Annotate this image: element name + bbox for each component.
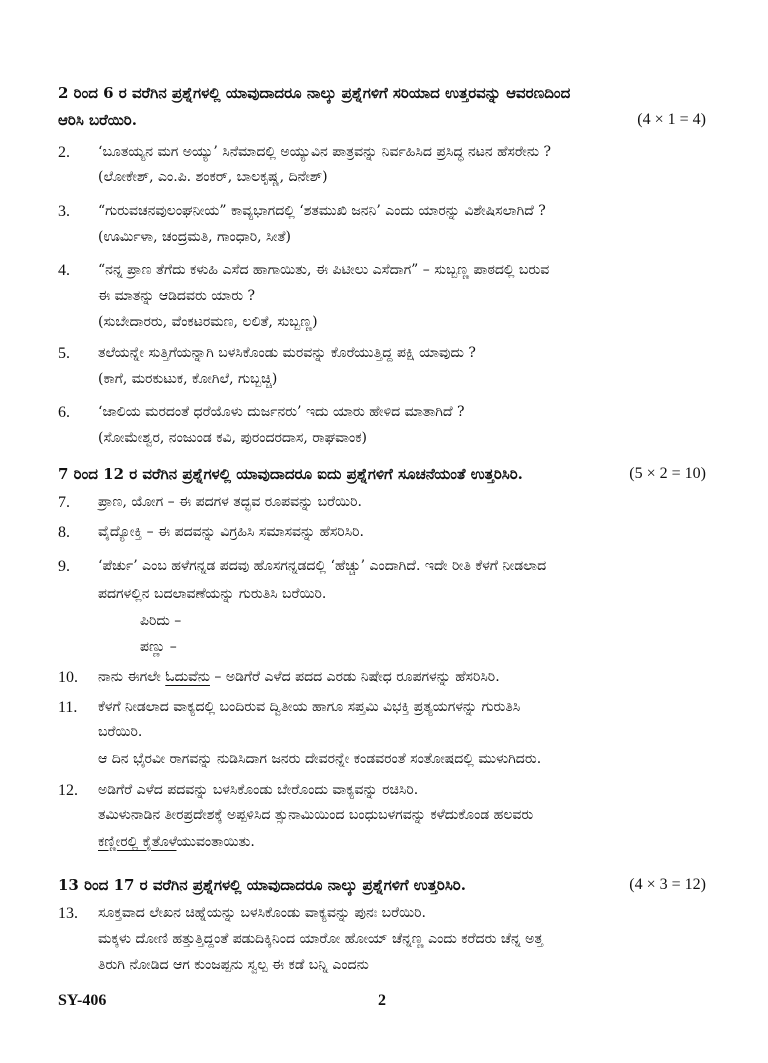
- question-2-text: ‘ಬೂತಯ್ಯನ ಮಗ ಅಯ್ಯು’ ಸಿನೆಮಾದಲ್ಲಿ ಅಯ್ಯುವಿನ ಪಾತ್ರವನ್ನು ನಿರ್ವಹಿಸಿದ ಪ್ರಸಿದ್ಧ ನಟನ ಹೆಸರೇನು ?: [98, 144, 552, 160]
- question-11-text-cont: ಬರೆಯಿರಿ.: [98, 724, 143, 740]
- question-number: 5.: [58, 345, 70, 362]
- question-4-options: (ಸುಬೇದಾರರು, ವೆಂಕಟರಮಣ, ಲಲಿತೆ, ಸುಬ್ಬಣ್ಣ): [98, 314, 318, 330]
- section-marks-13-17: (4 × 3 = 12): [629, 876, 706, 893]
- section-heading-2-6: 2 ರಿಂದ 6 ರ ವರೆಗಿನ ಪ್ರಶ್ನೆಗಳಲ್ಲಿ ಯಾವುದಾದರೂ ನಾಲ್ಕು ಪ್ರಶ್ನೆಗಳಿಗೆ ಸರಿಯಾದ ಉತ್ತರವನ್ನು ಆವರಣದಿಂದ: [58, 84, 571, 102]
- question-10-text: [98, 669, 500, 685]
- question-number: 7.: [58, 494, 70, 511]
- question-12-text: ಅಡಿಗೆರೆ ಎಳೆದ ಪದವನ್ನು ಬಳಸಿಕೊಂಡು ಬೇರೊಂದು ವಾಕ್ಯವನ್ನು ರಚಿಸಿರಿ.: [98, 782, 419, 798]
- section-heading-13-17: 13 ರಿಂದ 17 ರ ವರೆಗಿನ ಪ್ರಶ್ನೆಗಳಲ್ಲಿ ಯಾವುದಾದರೂ ನಾಲ್ಕು ಪ್ರಶ್ನೆಗಳಿಗೆ ಉತ್ತರಿಸಿರಿ.: [58, 876, 466, 894]
- question-number: 2.: [58, 144, 70, 161]
- question-6-text: ‘ಜಾಲಿಯ ಮರದಂತೆ ಧರೆಯೊಳು ದುರ್ಜನರು’ ಇದು ಯಾರು ಹೇಳಿದ ಮಾತಾಗಿದೆ ?: [98, 404, 465, 420]
- section-heading-2-6-cont: ಆರಿಸಿ ಬರೆಯಿರಿ.: [58, 111, 137, 129]
- question-9-item: ಪಣ್ಣು –: [140, 639, 177, 655]
- question-11-text: ಕೆಳಗೆ ನೀಡಲಾದ ವಾಕ್ಯದಲ್ಲಿ ಬಂದಿರುವ ದ್ವಿತೀಯ ಹಾಗೂ ಸಪ್ತಮಿ ವಿಭಕ್ತಿ ಪ್ರತ್ಯಯಗಳನ್ನು ಗುರುತಿಸಿ: [98, 699, 521, 715]
- question-number: 10.: [58, 669, 78, 686]
- question-13-text: ಸೂಕ್ತವಾದ ಲೇಖನ ಚಿಹ್ನೆಯನ್ನು ಬಳಸಿಕೊಂಡು ವಾಕ್ಯವನ್ನು ಪುನಃ ಬರೆಯಿರಿ.: [98, 905, 426, 921]
- question-2-options: (ಲೋಕೇಶ್, ಎಂ.ಪಿ. ಶಂಕರ್, ಬಾಲಕೃಷ್ಣ, ದಿನೇಶ್): [98, 169, 328, 185]
- question-9-text-cont: ಪದಗಳಲ್ಲಿನ ಬದಲಾವಣೆಯನ್ನು ಗುರುತಿಸಿ ಬರೆಯಿರಿ.: [98, 586, 327, 602]
- question-10-text-pre: ನಾನು ಈಗಲೇ: [98, 669, 166, 685]
- question-number: 4.: [58, 262, 70, 279]
- section-marks-7-12: (5 × 2 = 10): [629, 465, 706, 482]
- question-5-text: ತಲೆಯನ್ನೇ ಸುತ್ತಿಗೆಯನ್ನಾಗಿ ಬಳಸಿಕೊಂಡು ಮರವನ್ನು ಕೊರೆಯುತ್ತಿದ್ದ ಪಕ್ಷಿ ಯಾವುದು ?: [98, 345, 476, 361]
- question-8-text: ವೈದ್ಯೋಕ್ತಿ – ಈ ಪದವನ್ನು ವಿಗ್ರಹಿಸಿ ಸಮಾಸವನ್ನು ಹೆಸರಿಸಿರಿ.: [98, 524, 364, 540]
- question-10-underlined-word: ಓದುವೆನು: [165, 669, 210, 685]
- question-3-options: (ಊರ್ಮಿಳಾ, ಚಂದ್ರಮತಿ, ಗಾಂಧಾರಿ, ಸೀತೆ): [98, 229, 291, 245]
- question-11-sentence: ಆ ದಿನ ಭೈರವೀ ರಾಗವನ್ನು ನುಡಿಸಿದಾಗ ಜನರು ದೇವರನ್ನೇ ಕಂಡವರಂತೆ ಸಂತೋಷದಲ್ಲಿ ಮುಳುಗಿದರು.: [98, 751, 542, 767]
- question-number: 11.: [58, 699, 78, 716]
- question-number: 3.: [58, 203, 70, 220]
- paper-code: SY-406: [58, 992, 107, 1009]
- question-13-passage: ಮಕ್ಕಳು ದೋಣಿ ಹತ್ತುತ್ತಿದ್ದಂತೆ ಪಡುದಿಕ್ಕಿನಿಂದ ಯಾರೋ ಹೋಯ್ ಚೆನ್ನಣ್ಣ ಎಂದು ಕರೆದರು ಚೆನ್ನ ಅತ್ತ: [98, 931, 543, 947]
- question-4-text: “ನನ್ನ ಪ್ರಾಣ ತೆಗೆದು ಕಳುಹಿ ಎಸೆದ ಹಾಗಾಯಿತು, ಈ ಪಿಟೀಲು ಎಸೆದಾಗ” – ಸುಬ್ಬಣ್ಣ ಪಾಠದಲ್ಲಿ ಬರುವ: [98, 262, 550, 278]
- question-13-passage-cont: ತಿರುಗಿ ನೋಡಿದ ಆಗ ಕುಂಜಪ್ಪನು ಸ್ವಲ್ಪ ಈ ಕಡೆ ಬನ್ನಿ ಎಂದನು: [98, 957, 369, 973]
- question-number: 9.: [58, 558, 70, 575]
- question-9-text: ‘ಪೆರ್ಚು’ ಎಂಬ ಹಳೆಗನ್ನಡ ಪದವು ಹೊಸಗನ್ನಡದಲ್ಲಿ ‘ಹೆಚ್ಚು’ ಎಂದಾಗಿದೆ. ಇದೇ ರೀತಿ ಕೆಳಗೆ ನೀಡಲಾದ: [98, 558, 547, 574]
- question-10-text-post: – ಅಡಿಗೆರೆ ಎಳೆದ ಪದದ ಎರಡು ನಿಷೇಧ ರೂಪಗಳನ್ನು ಹೆಸರಿಸಿರಿ.: [209, 669, 500, 685]
- question-number: 13.: [58, 905, 78, 922]
- question-9-item: ಪಿರಿದು –: [140, 613, 182, 629]
- section-heading-7-12: 7 ರಿಂದ 12 ರ ವರೆಗಿನ ಪ್ರಶ್ನೆಗಳಲ್ಲಿ ಯಾವುದಾದರೂ ಐದು ಪ್ರಶ್ನೆಗಳಿಗೆ ಸೂಚನೆಯಂತೆ ಉತ್ತರಿಸಿರಿ.: [58, 465, 523, 483]
- question-5-options: (ಕಾಗೆ, ಮರಕುಟುಕ, ಕೋಗಿಲೆ, ಗುಬ್ಬಚ್ಚಿ): [98, 371, 278, 387]
- page-number: 2: [378, 992, 386, 1009]
- question-number: 8.: [58, 524, 70, 541]
- question-number: 12.: [58, 782, 78, 799]
- question-12-sentence-cont: [98, 834, 255, 850]
- question-6-options: (ಸೋಮೇಶ್ವರ, ನಂಜುಂಡ ಕವಿ, ಪುರಂದರದಾಸ, ರಾಘವಾಂಕ): [98, 430, 367, 446]
- section-marks-2-6: (4 × 1 = 4): [637, 111, 706, 128]
- question-4-text-cont: ಈ ಮಾತನ್ನು ಆಡಿದವರು ಯಾರು ?: [98, 288, 256, 304]
- question-3-text: “ಗುರುವಚನವುಲಂಘನೀಯ” ಕಾವ್ಯಭಾಗದಲ್ಲಿ ‘ಶತಮುಖಿ ಜನನಿ’ ಎಂದು ಯಾರನ್ನು ವಿಶೇಷಿಸಲಾಗಿದೆ ?: [98, 203, 546, 219]
- question-12-text-post: ಯುವಂತಾಯಿತು.: [176, 834, 255, 850]
- question-12-sentence: ತಮಿಳುನಾಡಿನ ತೀರಪ್ರದೇಶಕ್ಕೆ ಅಪ್ಪಳಿಸಿದ ತ್ಸುನಾಮಿಯಿಂದ ಬಂಧುಬಳಗವನ್ನು ಕಳೆದುಕೊಂಡ ಹಲವರು: [98, 807, 534, 823]
- question-number: 6.: [58, 404, 70, 421]
- question-12-underlined-phrase: ಕಣ್ಣೀರಲ್ಲಿ ಕೈತೊಳೆ: [98, 834, 177, 850]
- question-7-text: ಪ್ರಾಣ, ಯೋಗ – ಈ ಪದಗಳ ತದ್ಭವ ರೂಪವನ್ನು ಬರೆಯಿರಿ.: [98, 494, 362, 510]
